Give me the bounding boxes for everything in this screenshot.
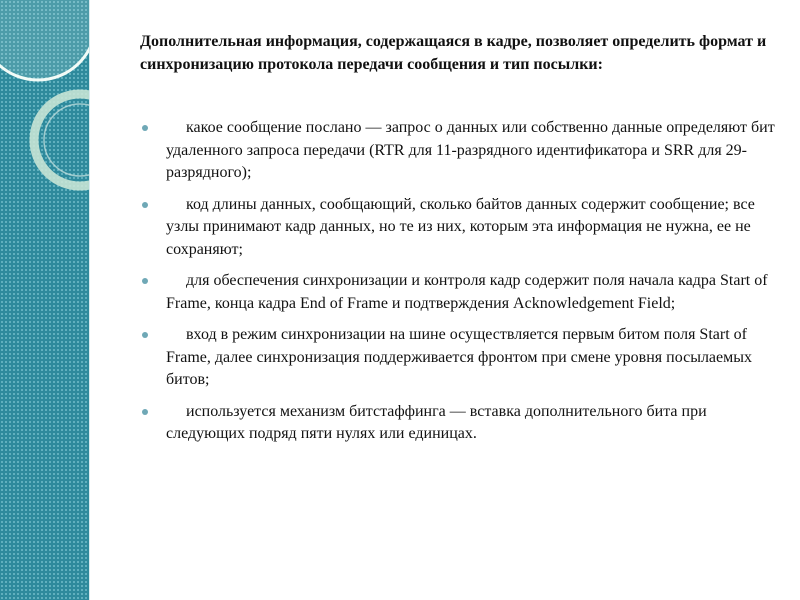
- bullet-dot-icon: [142, 409, 148, 415]
- list-item-text: для обеспечения синхронизации и контроля кадр содержит поля начала кадра Start of Frame, конца кадра End of Frame и подтверждения Acknowledgement Field;: [166, 272, 768, 312]
- slide-content: [140, 30, 780, 455]
- intro-paragraph: Дополнительная информация, содержащаяся в кадре, позволяет определить формат и синхронизацию протокола передачи сообщения и тип посылки:: [140, 33, 767, 73]
- list-item-text: используется механизм битстаффинга — вставка дополнительного бита при следующих подряд пяти нулях или единицах.: [166, 402, 707, 442]
- bullet-dot-icon: [142, 125, 148, 131]
- list-item-text: какое сообщение послано — запрос о данных или собственно данные определяют бит удаленного запроса передачи (RTR для 11-разрядного идентификатора и SRR для 29-разрядного);: [166, 119, 775, 181]
- decorative-circles-icon: [0, 0, 89, 600]
- side-band-edge: [89, 0, 90, 600]
- list-item: [140, 194, 780, 262]
- bullet-dot-icon: [142, 278, 148, 284]
- list-item: [140, 324, 780, 392]
- list-item: [140, 401, 780, 446]
- list-item-text: код длины данных, сообщающий, сколько байтов данных содержит сообщение; все узлы принимают кадр данных, но те из них, которым эта информация не нужна, ее не сохраняют;: [166, 195, 755, 258]
- bullet-dot-icon: [142, 332, 148, 338]
- bullet-dot-icon: [142, 202, 148, 208]
- list-item: [140, 270, 780, 315]
- list-item-text: вход в режим синхронизации на шине осуществляется первым битом поля Start of Frame, далее синхронизация поддерживается фронтом при смене уровня посылаемых битов;: [166, 326, 752, 388]
- decorative-side-band: [0, 0, 89, 600]
- list-item: [140, 117, 780, 185]
- bullet-list: [140, 117, 780, 446]
